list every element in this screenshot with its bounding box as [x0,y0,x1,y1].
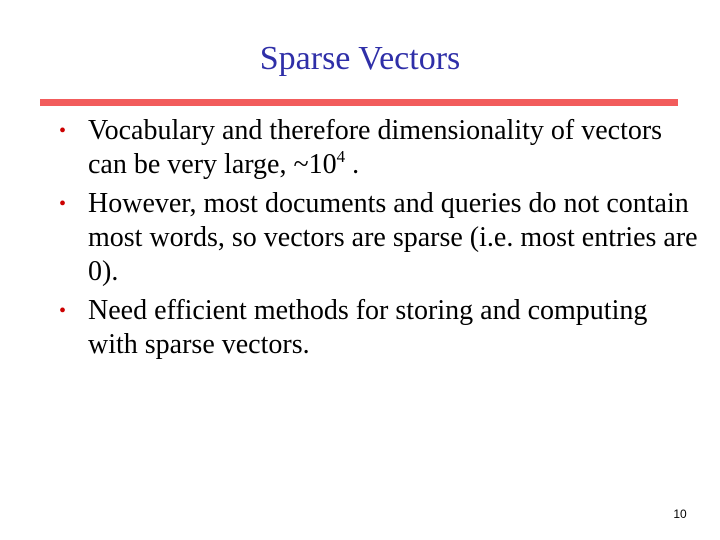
bullet-icon: • [59,193,67,215]
bullet-icon: • [59,300,67,322]
bullet-item-sparsity [58,187,698,289]
page-number: 10 [673,507,687,521]
bullet-text: However, most documents and queries do not contain most words, so vectors are sparse (i.e. most entries are 0). [88,188,698,287]
bullet-icon: • [59,120,67,142]
superscript-exponent: 4 [336,147,346,166]
bullet-item-vocabulary [58,114,698,182]
bullet-text: Need efficient methods for storing and computing with sparse vectors. [88,295,648,360]
bullet-item-methods [58,294,698,362]
title-underline [40,99,678,106]
bullet-text-after: . [345,149,360,180]
bullet-list [58,114,698,367]
slide-title: Sparse Vectors [259,40,461,77]
bullet-text-before: Vocabulary and therefore dimensionality of vectors can be very large, ~10 [88,115,663,180]
